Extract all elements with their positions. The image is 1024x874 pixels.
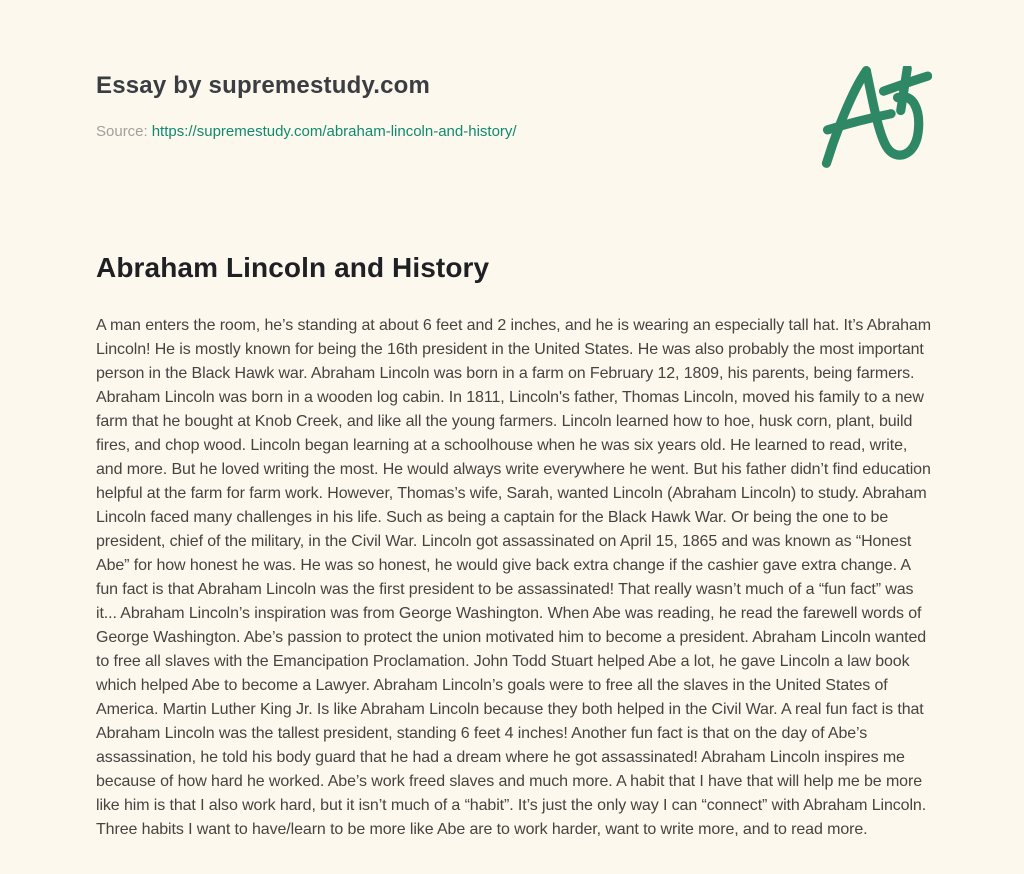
page-header-title: Essay by supremestudy.com	[96, 72, 431, 99]
source-link[interactable]: https://supremestudy.com/abraham-lincoln-and-history/	[151, 123, 517, 140]
source-line	[96, 123, 517, 140]
a-plus-logo-icon	[820, 66, 932, 168]
essay-title: Abraham Lincoln and History	[96, 252, 490, 283]
essay-body-text: A man enters the room, he’s standing at about 6 feet and 2 inches, and he is wearing an especially tall hat. It’s Abraham Lincoln! He is mostly known for being the 16th president in the United States. He was also probably the most important person in the Black Hawk war. Abraham Lincoln was born in a farm on February 12, 1809, his parents, being farmers. Abraham Lincoln was born in a wooden log cabin. In 1811, Lincoln's father, Thomas Lincoln, moved his family to a new farm that he bought at Knob Creek, and like all the young farmers. Lincoln learned how to hoe, husk corn, plant, build fires, and chop wood. Lincoln began learning at a schoolhouse when he was six years old. He learned to read, write, and more. But he loved writing the most. He would always write everywhere he went. But his father didn’t find education helpful at the farm for farm work. However, Thomas’s wife, Sarah, wanted Lincoln (Abraham Lincoln) to study. Abraham Lincoln faced many challenges in his life. Such as being a captain for the Black Hawk War. Or being the one to be president, chief of the military, in the Civil War. Lincoln got assassinated on April 15, 1865 and was known as “Honest Abe” for how honest he was. He was so honest, he would give back extra change if the cashier gave extra change. A fun fact is that Abraham Lincoln was the first president to be assassinated! That really wasn’t much of a “fun fact” was it... Abraham Lincoln’s inspiration was from George Washington. When Abe was reading, he read the farewell words of George Washington. Abe’s passion to protect the union motivated him to become a president. Abraham Lincoln wanted to free all slaves with the Emancipation Proclamation. John Todd Stuart helped Abe a lot, he gave Lincoln a law book which helped Abe to become a Lawyer. Abraham Lincoln’s goals were to free all the slaves in the United States of America. Martin Luther King Jr. Is like Abraham Lincoln because they both helped in the Civil War. A real fun fact is that Abraham Lincoln was the tallest president, standing 6 feet 4 inches! Another fun fact is that on the day of Abe’s assassination, he told his body guard that he had a dream where he got assassinated! Abraham Lincoln inspires me because of how hard he worked. Abe’s work freed slaves and much more. A habit that I have that will help me be more like him is that I also work hard, but it isn’t much of a “habit”. It’s just the only way I can “connect” with Abraham Lincoln. Three habits I want to have/learn to be more like Abe are to work harder, want to write more, and to read more.	[96, 317, 931, 838]
source-label: Source:	[96, 123, 148, 140]
